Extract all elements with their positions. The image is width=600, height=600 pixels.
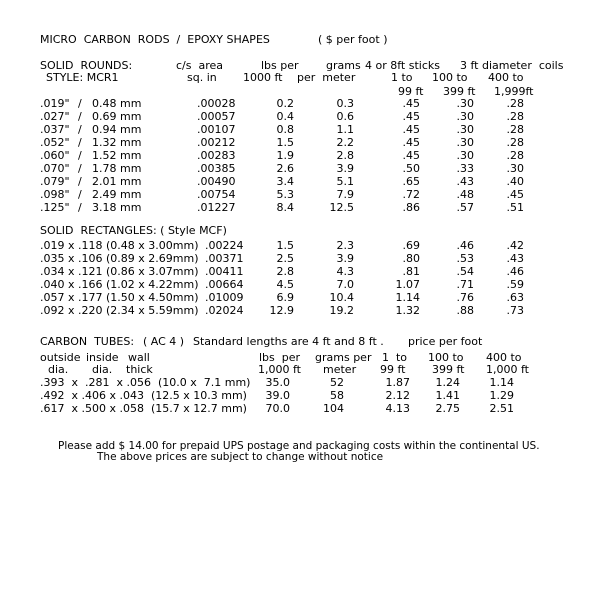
- hdr-per-meter: per meter: [297, 71, 356, 84]
- sep: /: [78, 123, 82, 136]
- table-row: [0, 240, 600, 252]
- price-1: 1.87: [385, 376, 410, 389]
- price-100: .54: [456, 265, 474, 278]
- sep: /: [78, 110, 82, 123]
- dia-in: .037": [40, 123, 70, 136]
- grams: 3.9: [336, 252, 354, 265]
- price-unit: ( $ per foot ): [318, 33, 388, 46]
- price-100: .57: [456, 201, 474, 214]
- hdr-wall: wall: [128, 351, 150, 364]
- cs-area: .00028: [197, 97, 236, 110]
- rounds-style: STYLE: MCR1: [46, 71, 119, 84]
- hdr-grams: grams: [326, 59, 361, 72]
- dimensions: .019 x .118 (0.48 x 3.00mm): [40, 239, 199, 252]
- hdr-dia-inside: dia.: [92, 363, 113, 376]
- price-1: .45: [402, 97, 420, 110]
- table-row: [0, 98, 600, 110]
- hdr-tube-100-to: 100 to: [428, 351, 464, 364]
- sep: /: [78, 149, 82, 162]
- shipping-note: Please add $ 14.00 for prepaid UPS postage and packaging costs within the continental US.: [58, 440, 540, 452]
- grams: 10.4: [329, 291, 354, 304]
- table-row: [0, 253, 600, 265]
- hdr-sticks: 4 or 8ft sticks: [365, 59, 440, 72]
- grams: 7.0: [336, 278, 354, 291]
- table-row: [0, 390, 600, 402]
- price-1: .50: [402, 162, 420, 175]
- tube-dimensions: .617 x .500 x .058 (15.7 x 12.7 mm): [40, 402, 247, 415]
- hdr-coils: 3 ft diameter coils: [460, 59, 564, 72]
- hdr-tube-1-to: 1 to: [382, 351, 408, 364]
- lbs: 5.3: [276, 188, 294, 201]
- price-1: .45: [402, 149, 420, 162]
- dia-mm: 1.78 mm: [92, 162, 142, 175]
- price-1: .81: [402, 265, 420, 278]
- price-400: .28: [506, 123, 524, 136]
- dia-mm: 2.49 mm: [92, 188, 142, 201]
- price-100: 2.75: [435, 402, 460, 415]
- cs-area: .00411: [205, 265, 244, 278]
- grams: 0.3: [336, 97, 354, 110]
- table-row: [0, 137, 600, 149]
- table-row: [0, 202, 600, 214]
- hdr-tube-grams: grams per: [315, 351, 372, 364]
- price-400: .28: [506, 110, 524, 123]
- hdr-99ft: 99 ft: [398, 85, 424, 98]
- price-1: 1.14: [395, 291, 420, 304]
- price-400: 1.29: [489, 389, 514, 402]
- dia-in: .070": [40, 162, 70, 175]
- price-1: .72: [402, 188, 420, 201]
- dimensions: .035 x .106 (0.89 x 2.69mm): [40, 252, 199, 265]
- dia-mm: 2.01 mm: [92, 175, 142, 188]
- price-400: .42: [506, 239, 524, 252]
- hdr-tube-399ft: 399 ft: [432, 363, 465, 376]
- price-400: .73: [506, 304, 524, 317]
- lbs: 8.4: [276, 201, 294, 214]
- hdr-tube-1000ft-b: 1,000 ft: [486, 363, 529, 376]
- price-100: .53: [456, 252, 474, 265]
- cs-area: .00754: [197, 188, 236, 201]
- lbs: 1.9: [276, 149, 294, 162]
- tubes-heading: CARBON TUBES:: [40, 335, 135, 348]
- price-1: .45: [402, 110, 420, 123]
- price-100: .30: [456, 136, 474, 149]
- tubes-style: ( AC 4 ): [143, 335, 185, 348]
- grams: 2.8: [336, 149, 354, 162]
- lbs: 35.0: [265, 376, 290, 389]
- price-1: 2.12: [385, 389, 410, 402]
- sep: /: [78, 188, 82, 201]
- price-100: .88: [456, 304, 474, 317]
- dia-mm: 3.18 mm: [92, 201, 142, 214]
- grams: 104: [323, 402, 344, 415]
- lbs: 0.8: [276, 123, 294, 136]
- tube-dimensions: .393 x .281 x .056 (10.0 x 7.1 mm): [40, 376, 251, 389]
- grams: 1.1: [336, 123, 354, 136]
- price-100: 1.41: [435, 389, 460, 402]
- grams: 7.9: [336, 188, 354, 201]
- price-400: .46: [506, 265, 524, 278]
- table-row: [0, 150, 600, 162]
- page-title: MICRO CARBON RODS / EPOXY SHAPES: [40, 33, 270, 46]
- price-100: .76: [456, 291, 474, 304]
- cs-area: .00107: [197, 123, 236, 136]
- price-400: 2.51: [489, 402, 514, 415]
- cs-area: .00057: [197, 110, 236, 123]
- grams: 19.2: [329, 304, 354, 317]
- price-400: .28: [506, 136, 524, 149]
- dimensions: .057 x .177 (1.50 x 4.50mm): [40, 291, 199, 304]
- dia-in: .098": [40, 188, 70, 201]
- hdr-1000ft: 1000 ft: [243, 71, 283, 84]
- tubes-standard-lengths: Standard lengths are 4 ft and 8 ft .: [193, 335, 384, 348]
- hdr-lbs-per: lbs per: [261, 59, 299, 72]
- lbs: 0.4: [276, 110, 294, 123]
- price-100: .71: [456, 278, 474, 291]
- sep: /: [78, 162, 82, 175]
- price-1: .80: [402, 252, 420, 265]
- table-row: [0, 292, 600, 304]
- table-row: [0, 305, 600, 317]
- dia-mm: 1.32 mm: [92, 136, 142, 149]
- table-row: [0, 124, 600, 136]
- price-100: .33: [456, 162, 474, 175]
- price-1: .86: [402, 201, 420, 214]
- tube-dimensions: .492 x .406 x .043 (12.5 x 10.3 mm): [40, 389, 247, 402]
- price-100: .30: [456, 149, 474, 162]
- dia-in: .027": [40, 110, 70, 123]
- grams: 58: [330, 389, 344, 402]
- grams: 5.1: [336, 175, 354, 188]
- lbs: 3.4: [276, 175, 294, 188]
- hdr-outside: outside: [40, 351, 81, 364]
- lbs: 1.5: [276, 239, 294, 252]
- dia-in: .052": [40, 136, 70, 149]
- grams: 4.3: [336, 265, 354, 278]
- sep: /: [78, 175, 82, 188]
- grams: 3.9: [336, 162, 354, 175]
- dia-in: .060": [40, 149, 70, 162]
- price-1: .45: [402, 123, 420, 136]
- price-1: .65: [402, 175, 420, 188]
- price-100: .30: [456, 110, 474, 123]
- dia-mm: 0.48 mm: [92, 97, 142, 110]
- price-400: 1.14: [489, 376, 514, 389]
- table-row: [0, 189, 600, 201]
- hdr-inside: inside: [86, 351, 119, 364]
- hdr-thick: thick: [126, 363, 153, 376]
- table-row: [0, 403, 600, 415]
- table-row: [0, 111, 600, 123]
- cs-area: .00490: [197, 175, 236, 188]
- grams: 2.3: [336, 239, 354, 252]
- price-change-note: The above prices are subject to change without notice: [97, 451, 384, 463]
- cs-area: .00664: [205, 278, 244, 291]
- dia-mm: 1.52 mm: [92, 149, 142, 162]
- hdr-tube-99ft: 99 ft: [380, 363, 406, 376]
- sep: /: [78, 201, 82, 214]
- lbs: 0.2: [276, 97, 294, 110]
- cs-area: .00385: [197, 162, 236, 175]
- grams: 52: [330, 376, 344, 389]
- grams: 2.2: [336, 136, 354, 149]
- hdr-cs-area: c/s area: [176, 59, 224, 72]
- dia-mm: 0.69 mm: [92, 110, 142, 123]
- price-400: .59: [506, 278, 524, 291]
- dia-in: .019": [40, 97, 70, 110]
- cs-area: .01009: [205, 291, 244, 304]
- price-400: .30: [506, 162, 524, 175]
- dia-mm: 0.94 mm: [92, 123, 142, 136]
- lbs: 12.9: [269, 304, 294, 317]
- lbs: 2.6: [276, 162, 294, 175]
- table-row: [0, 279, 600, 291]
- grams: 12.5: [329, 201, 354, 214]
- cs-area: .00283: [197, 149, 236, 162]
- price-400: .28: [506, 149, 524, 162]
- price-100: .30: [456, 97, 474, 110]
- price-400: .40: [506, 175, 524, 188]
- cs-area: .00371: [205, 252, 244, 265]
- hdr-1999ft: 1,999ft: [494, 85, 534, 98]
- rects-heading: SOLID RECTANGLES: ( Style MCF): [40, 224, 227, 237]
- price-1: .69: [402, 239, 420, 252]
- lbs: 2.5: [276, 252, 294, 265]
- hdr-tube-1000ft: 1,000 ft: [258, 363, 301, 376]
- hdr-399ft: 399 ft: [443, 85, 476, 98]
- price-1: 1.07: [395, 278, 420, 291]
- price-400: .51: [506, 201, 524, 214]
- price-100: .48: [456, 188, 474, 201]
- lbs: 39.0: [265, 389, 290, 402]
- table-row: [0, 377, 600, 389]
- cs-area: .00224: [205, 239, 244, 252]
- lbs: 2.8: [276, 265, 294, 278]
- hdr-dia-outside: dia.: [48, 363, 69, 376]
- table-row: [0, 176, 600, 188]
- lbs: 1.5: [276, 136, 294, 149]
- cs-area: .00212: [197, 136, 236, 149]
- price-400: .43: [506, 252, 524, 265]
- rounds-heading: SOLID ROUNDS:: [40, 59, 133, 72]
- price-100: .46: [456, 239, 474, 252]
- dia-in: .079": [40, 175, 70, 188]
- hdr-400-to: 400 to: [488, 71, 524, 84]
- price-400: .28: [506, 97, 524, 110]
- hdr-tube-meter: meter: [323, 363, 357, 376]
- table-row: [0, 266, 600, 278]
- dimensions: .040 x .166 (1.02 x 4.22mm): [40, 278, 199, 291]
- price-100: .30: [456, 123, 474, 136]
- tubes-price-per-foot: price per foot: [408, 335, 483, 348]
- hdr-1-to: 1 to: [391, 71, 413, 84]
- price-100: 1.24: [435, 376, 460, 389]
- hdr-sq-in: sq. in: [187, 71, 217, 84]
- hdr-100-to: 100 to: [432, 71, 468, 84]
- price-1: 4.13: [385, 402, 410, 415]
- hdr-tube-lbs: lbs per: [259, 351, 301, 364]
- cs-area: .01227: [197, 201, 236, 214]
- dia-in: .125": [40, 201, 70, 214]
- lbs: 4.5: [276, 278, 294, 291]
- table-row: [0, 163, 600, 175]
- price-1: 1.32: [395, 304, 420, 317]
- lbs: 6.9: [276, 291, 294, 304]
- price-400: .45: [506, 188, 524, 201]
- price-400: .63: [506, 291, 524, 304]
- cs-area: .02024: [205, 304, 244, 317]
- price-1: .45: [402, 136, 420, 149]
- grams: 0.6: [336, 110, 354, 123]
- dimensions: .034 x .121 (0.86 x 3.07mm): [40, 265, 199, 278]
- lbs: 70.0: [265, 402, 290, 415]
- sep: /: [78, 97, 82, 110]
- hdr-tube-400-to: 400 to: [486, 351, 522, 364]
- price-100: .43: [456, 175, 474, 188]
- dimensions: .092 x .220 (2.34 x 5.59mm): [40, 304, 199, 317]
- sep: /: [78, 136, 82, 149]
